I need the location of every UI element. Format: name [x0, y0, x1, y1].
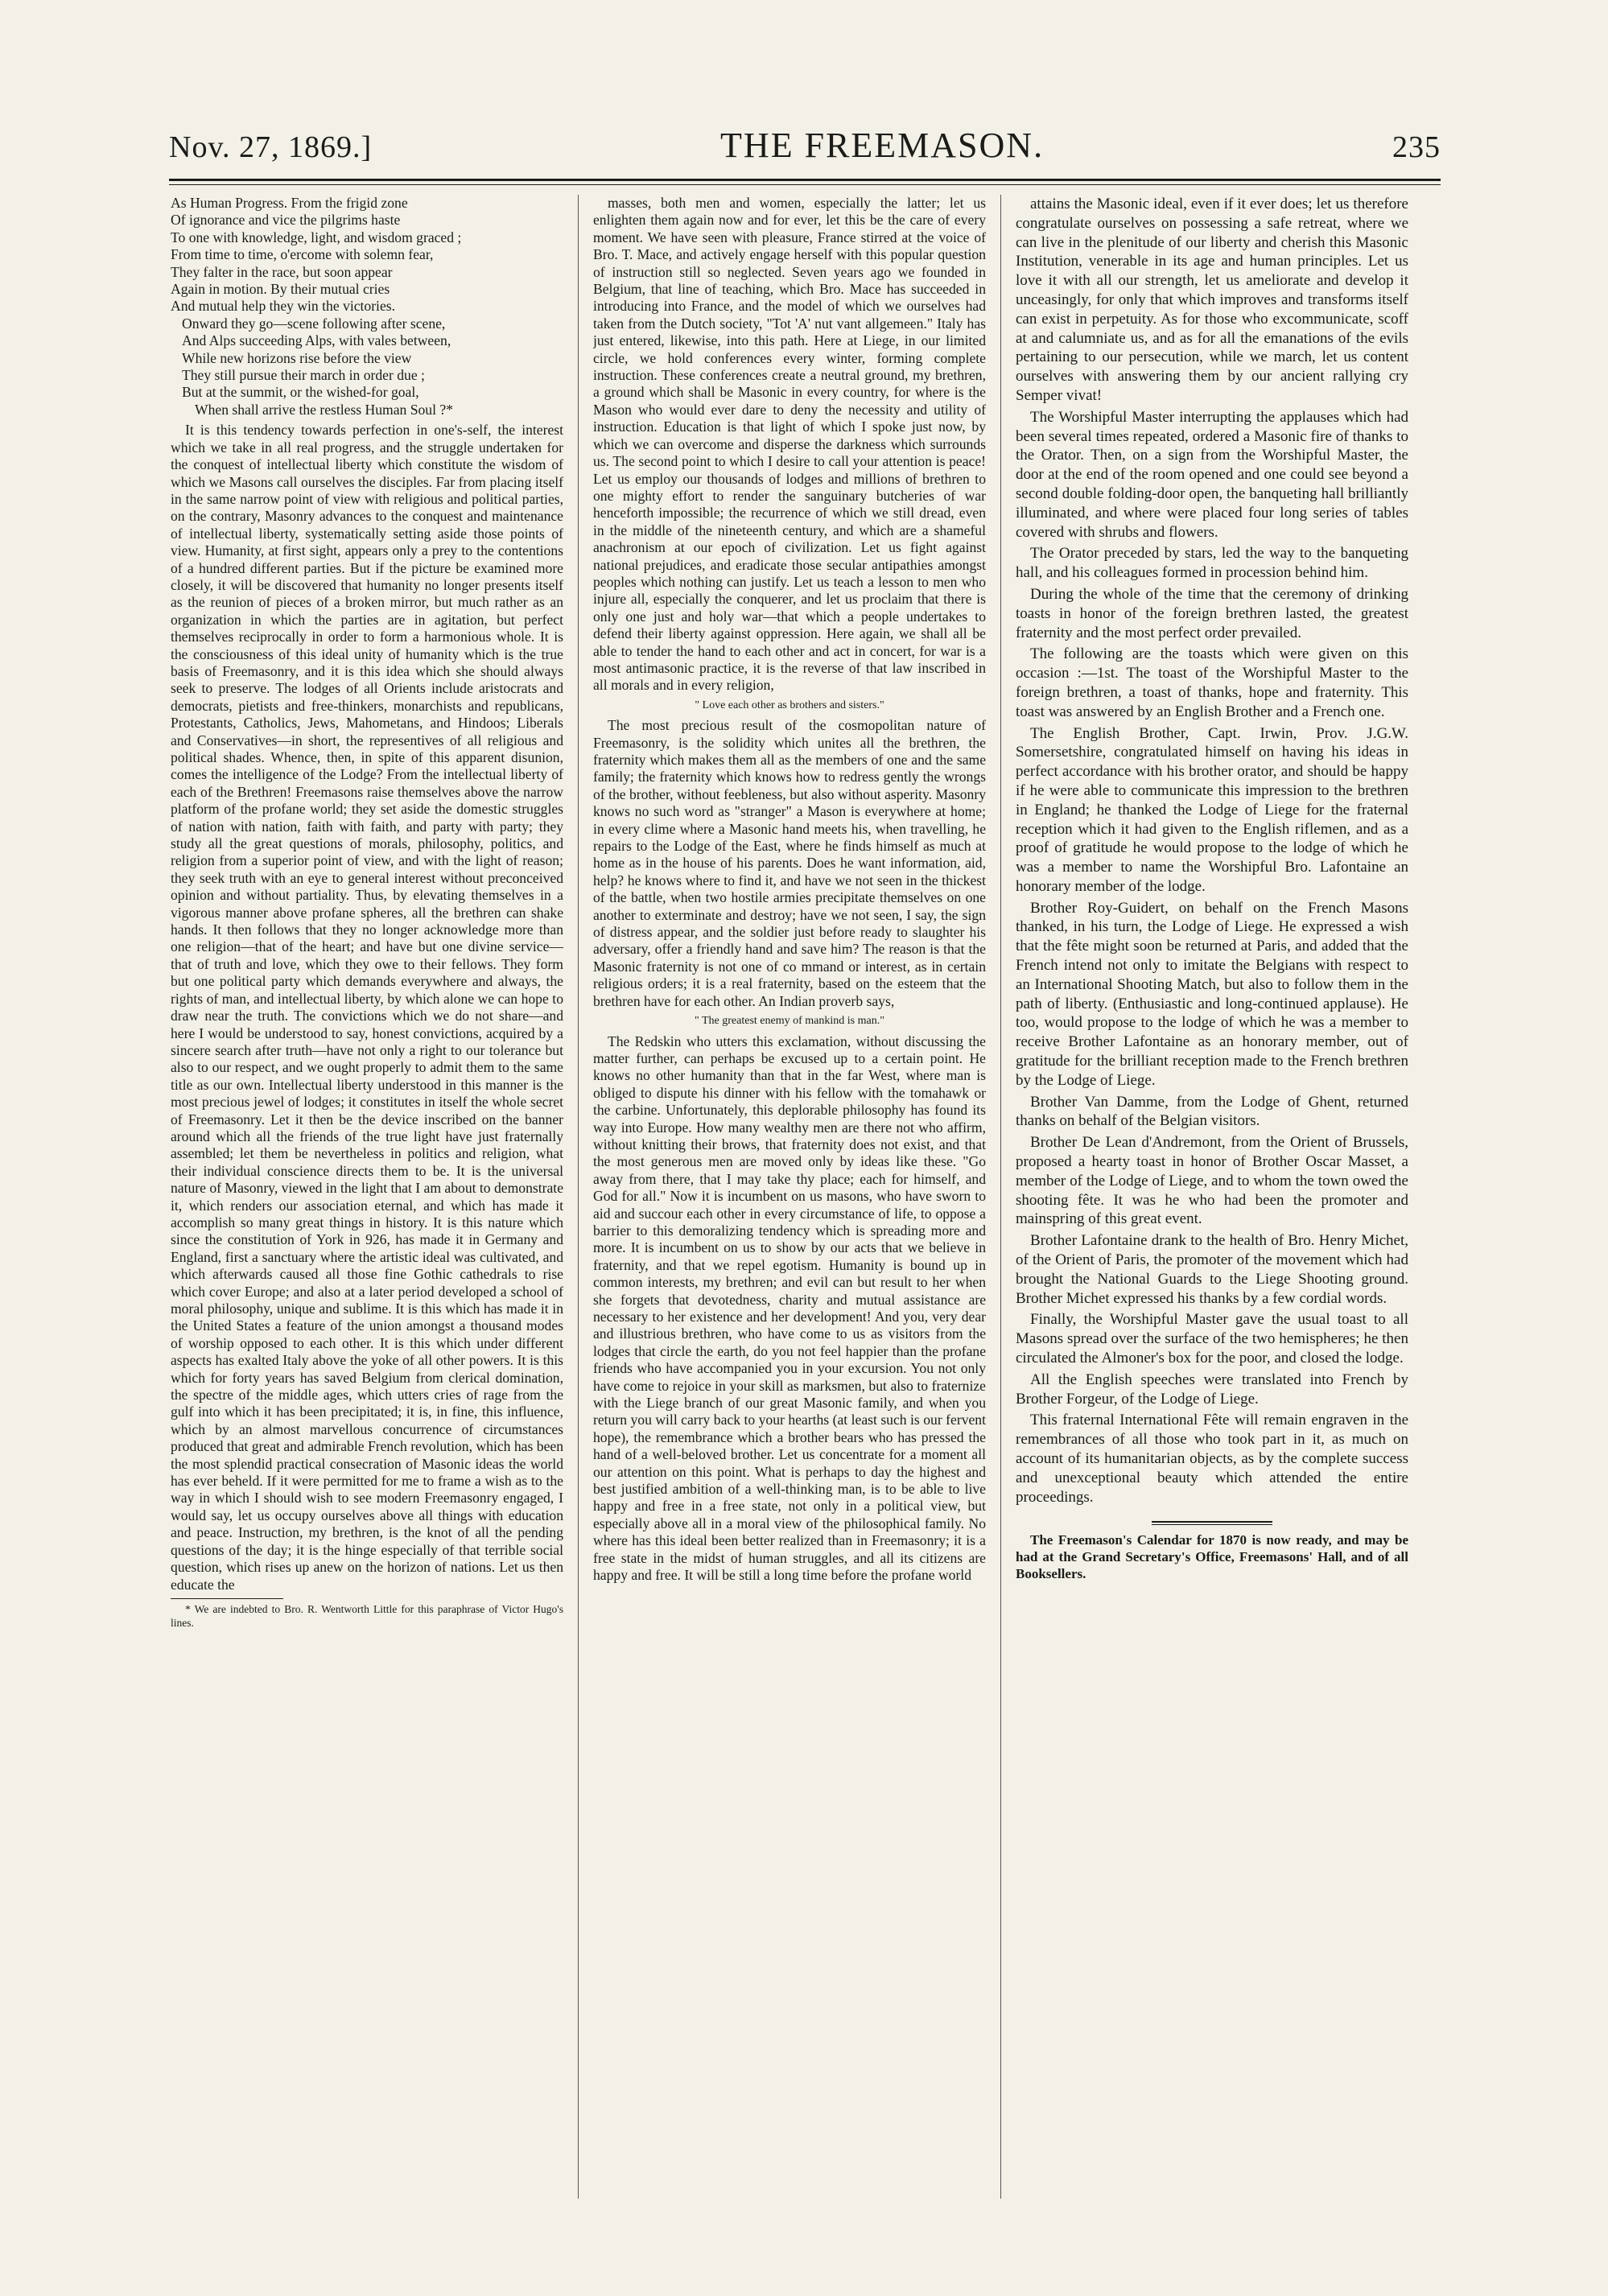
notice-rule: [1152, 1521, 1272, 1523]
article-paragraph: During the whole of the time that the ceremony of drinking toasts in honor of the foreign brethren lasted, the greatest fraternity and the most perfect order prevailed.: [1016, 585, 1408, 641]
article-paragraph: attains the Masonic ideal, even if it ever does; let us therefore congratulate ourselves on possessing a safe retreat, where we can live in the plenitude of our liberty and cherish this Masonic Institution, venerable in its age and human principles. Let us love it with all our strength, let us ameliorate and develop it unceasingly, for only that which improves and transforms itself can exist in perpetuity. As for those who excommunicate, scoff at and calumniate us, and as for all the emanations of the evils pertaining to our persecution, while we march, let us content ourselves with answering them by our ancient rallying cry Semper vivat!: [1016, 196, 1408, 404]
article-paragraph: masses, both men and women, especially the latter; let us enlighten them again now and for ever, let this be the care of every moment. We have seen with pleasure, France stirred at the voice of Bro. T. Mace, and actively engage herself with this popular question of instruction still so neglected. Seven years ago we founded in Belgium, that line of teaching, which Bro. Mace has succeeded in introducing into France, and the model of which we ourselves had taken from the Dutch society, "Tot 'A' nut vant allgemeen." Italy has just entered, likewise, into this path. Here at Liege, in our limited circle, we hold conferences every winter, forming complete instruction. These conferences create a neutral ground, my brethren, a ground which shall be Masonic in every country, for where is the Mason who would ever dare to deny the necessity and utility of instruction. Education is that light of which I spoke just now, by which we can overcome and disperse the darkness which surrounds us. The second point to which I desire to call your attention is peace! Let us employ our thousands of lodges and millions of brethren to one mighty effort to render the sanguinary butcheries of war henceforth impossible; the recurrence of which we still dread, even in the middle of the nineteenth century, and which are a shameful anachronism at our epoch of civilization. Let us fight against national prejudices, and eradicate those secular antipathies amongst peoples which nothing can justify. Let us teach a lesson to men who injure all, especially the conquerer, and let us proclaim that there is only one just and holy war—that which a people undertakes to defend their liberty against oppression. Here again, we shall all be able to tender the hand to each other and act in concert, for war is a most antimasonic practice, it is the reverse of that law inscribed in all morals and in every religion,: [593, 195, 986, 694]
poem-line: Again in motion. By their mutual cries: [171, 281, 390, 298]
column-right: [1016, 195, 1408, 2199]
column-left: [171, 195, 563, 2199]
poem-line: Of ignorance and vice the pilgrims haste: [171, 212, 401, 229]
column-middle: [593, 195, 986, 2199]
masthead-rule-thin: [169, 184, 1441, 185]
article-paragraph: It is this tendency towards perfection in one's-self, the interest which we take in all real progress, and the struggle undertaken for the conquest of intellectual liberty which constitute the wisdom of which we Masons call ourselves the disciples. Far from placing itself in the same narrow point of view with religious and political parties, on the contrary, Masonry advances to the conquest and maintenance of intellectual liberty, systematically setting aside those points of view. Humanity, at first sight, appears only a prey to the contentions of a hundred different parties. But if the picture be examined more closely, it will be discovered that humanity no longer presents itself as the reunion of pieces of a broken mirror, but much rather as an organization in which the parties are in agitation, but perfect themselves reciprocally in order to form a harmonious whole. It is the consciousness of this ideal unity of humanity which is the true basis of Freemasonry, and it is this idea which she should always seek to preserve. The lodges of all Orients include aristocrats and democrats, pietists and free-thinkers, monarchists and republicans, Protestants, Catholics, Jews, Mahometans, and Hindoos; Liberals and Conservatives—in short, the representives of all religious and political shades. Whence, then, in spite of this apparent disunion, comes the intelligence of the Lodge? From the intellectual liberty of each of the Brethren! Freemasons raise themselves above the narrow platform of the profane world; they set aside the domestic struggles of nation with nation, faith with faith, and party with party; they study all the great questions of morals, philosophy, politics, and religion from a superior point of view, and with the light of reason; they seek truth with an eye to general interest without preconceived opinion and without partiality. Thus, by elevating themselves in a vigorous manner above profane spheres, all the brethren can shake hands. It then follows that they no longer acknowledge more than one religion—that of the heart; and have but one divine service—that of truth and love, which they owe to their fellows. They form but one political party which demands everywhere and always, the rights of man, and intellectual liberty, by which alone we can hope to draw near the truth. The convictions which we do not share—and here I would be understood to say, honest convictions, acquired by a sincere search after truth—have not only a right to our tolerance but also to our respect, and we ought properly to admit them to the same title as our own. Intellectual liberty understood in this manner is the most precious jewel of lodges; it constitutes in itself the whole secret of Freemasonry. Let it then be the device inscribed on the banner around which all the friends of the true light have just fraternally assembled; let them be nevertheless in politics and religion, what their individual conscience directs them to be. It is the universal nature of Masonry, viewed in the light that I am about to demonstrate it, which renders our association eternal, and which has made it accomplish so many great things in history. It is this nature which since the constitution of York in 926, has made it in Germany and England, first a sanctuary where the artistic ideal was cultivated, and which afterwards caused all those fine Gothic cathedrals to rise which cover Europe; and also at a later period developed a school of moral philosophy, unique and sublime. It is this which has made it in the United States a feature of the union amongst a thousand modes of worship opposed to each other. It is this which under different aspects has exalted Italy above the yoke of all other powers. It is this which for forty years has saved Belgium from clerical domination, the spectre of the middle ages, which utters cries of rage from the gulf into which it has been precipitated; it is, in fine, this influence, which by an almost marvellous concurrence of circumstances produced that great and admirable French revolution, which has been the most splendid practical consecration of Masonic ideas the world has ever beheld. If it were permitted for me to frame a wish as to the way in which I should wish to see modern Freemasonry engaged, I would say, let us occupy ourselves above all things with education and peace. Instruction, my brethren, is the knot of all the pending questions of the day; it is the hinge especially of that terrible social question, which rises up anew on the horizon of nations. Let us then educate the: [171, 422, 563, 1593]
article-paragraph: The Redskin who utters this exclamation, without discussing the matter further, can perhaps be excused up to a certain point. He knows no other humanity than that in the far West, where man is obliged to dispute his dinner with his fellow with the tomahawk or the carbine. Unfortunately, this deplorable philosophy has found its way into Europe. How many wealthy men are there not who affirm, without knitting their brows, that fraternity does not exist, and that the most generous men are moved only by ideas like these. "Go away from there, that I may take thy place; each for himself, and God for all." Now it is incumbent on us masons, who have sworn to aid and succour each other in every circumstance of life, to oppose a barrier to this demoralizing tendency which is spreading more and more. It is incumbent on us to show by our acts that we believe in fraternity, and that we repel egotism. Humanity is bound up in common interests, my brethren; and evil can but result to her when she forgets that devotedness, charity and mutual assistance are necessary to her existence and her development! And you, very dear and illustrious brethren, who have come to us as visitors from the lodges that circle the earth, do you not feel happier than the profane friends who have accompanied you in your excursion. You not only have come to rejoice in your skill as marksmen, but also to fraternize with the Liege branch of our great Masonic family, and when you return you will carry back to your hearths (at least such is our fervent hope), the remembrance which a brother bears who has pressed the hand of a well-beloved brother. Let us concentrate for a moment all our attention on this point. What is perhaps to day the highest and best justified ambition of a well-thinking man, is to be able to live happy and free in a free state, not only in a political view, but especially above all in a moral view of the philosophical family. No where has this ideal been better realized than in Freemasonry; it is a free state in the midst of human struggles, and all its citizens are happy and free. It will be still a long time before the profane world: [593, 1033, 986, 1584]
article-paragraph: Brother Lafontaine drank to the health of Bro. Henry Michet, of the Orient of Paris, the promoter of the movement which had brought the National Guards to the Liege Shooting ground. Brother Michet expressed his thanks by a few cordial words.: [1016, 1232, 1408, 1307]
publication-title: THE FREEMASON.: [720, 126, 1045, 165]
masthead: [169, 125, 1441, 173]
poem-line: From time to time, o'ercome with solemn fear,: [171, 246, 434, 263]
poem-line: As Human Progress. From the frigid zone: [171, 195, 408, 211]
article-paragraph: Brother Van Damme, from the Lodge of Ghent, returned thanks on behalf of the Belgian visitors.: [1016, 1093, 1408, 1130]
issue-date: Nov. 27, 1869.]: [169, 130, 373, 164]
poem-line: They still pursue their march in order due ;: [182, 367, 425, 384]
poem-verse: [171, 195, 563, 418]
article-paragraph: The most precious result of the cosmopolitan nature of Freemasonry, is the solidity which unites all the brethren, the fraternity which makes them all as the members of one and the same family; the fraternity which knows how to redress gently the wrongs of the brother, without feebleness, but also without asperity. Masonry knows no such word as "stranger" a Mason is everywhere at home; in every clime where a Masonic hand meets his, when travelling, he repairs to the Lodge of the East, where he finds himself as much at home as in the house of his parents. Does he want information, aid, help? he knows where to find it, and have we not seen in the thickest of the battle, when two hostile armies precipitate themselves on one another to exterminate and destroy; have we not seen, I say, the sign of distress appear, and the soldier just before ready to slaughter his adversary, offer a friendly hand and save him? The reason is that the Masonic fraternity is not one of co mmand or interest, as in certain religious orders; it is a real fraternity, based on the esteem that the brethren have for each other. An Indian proverb says,: [593, 717, 986, 1009]
poem-line: And mutual help they win the victories.: [171, 298, 396, 315]
quoted-maxim: " Love each other as brothers and sisters.": [695, 699, 884, 711]
poem-line: To one with knowledge, light, and wisdom graced ;: [171, 229, 462, 245]
poem-line: Onward they go—scene following after scene,: [182, 315, 446, 332]
article-paragraph: Brother De Lean d'Andremont, from the Orient of Brussels, proposed a hearty toast in honor of Brother Oscar Masset, a member of the Lodge of Liege, and to whom the town owed the shooting fête. It was he who had been the promoter and mainspring of this great event.: [1016, 1134, 1408, 1228]
masthead-rule-thick: [169, 179, 1441, 181]
footnote: * We are indebted to Bro. R. Wentworth Little for this paraphrase of Victor Hugo's lines.: [171, 1602, 563, 1629]
poem-line: When shall arrive the restless Human Soul ?*: [195, 401, 454, 418]
page-number: 235: [1392, 130, 1441, 164]
footnote-rule: [171, 1598, 283, 1599]
article-paragraph: All the English speeches were translated into French by Brother Forgeur, of the Lodge of Liege.: [1016, 1371, 1408, 1408]
article-paragraph: The Orator preceded by stars, led the way to the banqueting hall, and his colleagues formed in procession behind him.: [1016, 545, 1408, 582]
article-paragraph: Brother Roy-Guidert, on behalf on the French Masons thanked, in his turn, the Lodge of Liege. He expressed a wish that the fête might soon be returned at Paris, and added that the French intend not only to imitate the Belgians with respect to an International Shooting Match, but also to follow them in the path of liberty. (Enthusiastic and long-continued applause). He too, would propose to the lodge of which he was a member to receive Brother Lafontaine as an honorary member, out of gratitude for the brilliant reception made to the French brethren by the Lodge of Liege.: [1016, 899, 1408, 1089]
article-paragraph: The Worshipful Master interrupting the applauses which had been several times repeated, ordered a Masonic fire of thanks to the Orator. Then, on a sign from the Worshipful Master, the door at the end of the room opened and one could see beyond a second double folding-door open, the banqueting hall brilliantly illuminated, and where were placed four long series of tables covered with shrubs and flowers.: [1016, 408, 1408, 541]
article-paragraph: The English Brother, Capt. Irwin, Prov. J.G.W. Somersetshire, congratulated himself on having his ideas in perfect accordance with his brother orator, and should be happy if he were able to communicate this impression to the brethren in England; he thanked the Lodge of Liege for the fraternal reception which it had given to the English riflemen, and as a proof of gratitude he would propose to the lodge of which he was a member to name the Worshipful Bro. Lafontaine an honorary member of the lodge.: [1016, 724, 1408, 895]
notice-rule: [1152, 1524, 1272, 1525]
quoted-proverb: " The greatest enemy of mankind is man.": [695, 1015, 884, 1028]
article-paragraph: The following are the toasts which were given on this occasion :—1st. The toast of the Worshipful Master to the foreign brethren, a toast of thanks, hope and fraternity. This toast was answered by an English Brother and a French one.: [1016, 645, 1408, 720]
article-paragraph: This fraternal International Fête will remain engraven in the remembrances of all those who took part in it, as much on account of its humanitarian objects, as by the complete success and unexceptional beauty which attended the entire proceedings.: [1016, 1412, 1408, 1506]
poem-line: While new horizons rise before the view: [182, 349, 412, 366]
poem-line: But at the summit, or the wished-for goal,: [182, 384, 419, 401]
column-divider: [578, 195, 579, 2199]
poem-line: And Alps succeeding Alps, with vales between,: [182, 332, 451, 349]
poem-line: They falter in the race, but soon appear: [171, 263, 393, 280]
article-paragraph: Finally, the Worshipful Master gave the usual toast to all Masons spread over the surface of the two hemispheres; he then circulated the Almoner's box for the poor, and closed the lodge.: [1016, 1311, 1408, 1367]
calendar-notice: The Freemason's Calendar for 1870 is now ready, and may be had at the Grand Secretary's Office, Freemasons' Hall, and of all Booksellers.: [1016, 1532, 1408, 1582]
column-divider: [1000, 195, 1001, 2199]
